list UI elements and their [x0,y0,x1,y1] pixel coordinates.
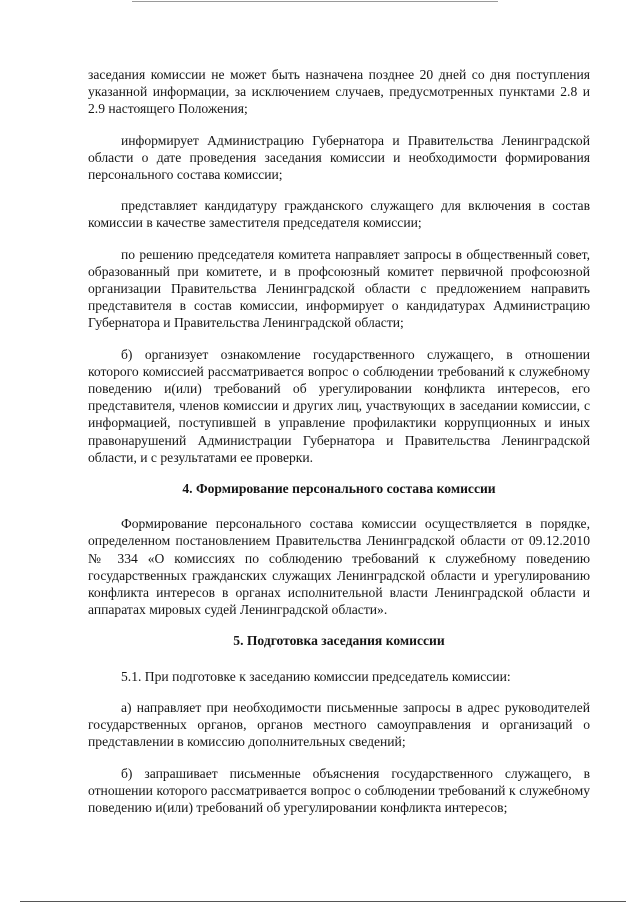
paragraph-5-1: 5.1. При подготовке к заседанию комиссии председатель комиссии: [121,668,511,684]
section-5-heading: 5. Подготовка заседания комиссии [233,633,445,649]
paragraph-meeting-date: заседания комиссии не может быть назначена позднее 20 дней со дня поступления указанной информации, за исключением случаев, предусмотренных пунктами 2.8 и 2.9 настоящего Положения; [88,67,590,117]
paragraph-b-familiarization: б) организует ознакомление государственного служащего, в отношении которого комиссией рассматривается вопрос о соблюдении требований к служебному поведению и(или) требований об урегулировании конфликта интересов, его представителя, членов комиссии и других лиц, участвующих в заседании комиссии, с информацией, поступившей в управление профилактики коррупционных и иных правонарушений Администрации Губернатора и Правительства Ленинградской области, и с результатами ее проверки. [88,346,590,465]
paragraph-b-explanations: б) запрашивает письменные объяснения государственного служащего, в отношении которого рассматривается вопрос о соблюдении требований к служебному поведению и(или) требований об урегулировании конфликта интересов; [88,765,590,815]
top-rule [132,1,498,2]
document-page [88,66,590,830]
paragraph-a-requests: а) направляет при необходимости письменные запросы в адрес руководителей государственных органов, органов местного самоуправления и организаций о представлении в комиссию дополнительных сведений; [88,699,590,750]
paragraph-composition: Формирование персонального состава комиссии осуществляется в порядке, определенном постановлением Правительства Ленинградской области от 09.12.2010 № 334 «О комиссиях по соблюдению требований к служебному поведению государственных гражданских служащих Ленинградской области и урегулированию конфликта интересов в органах исполнительной власти Ленинградской области и аппаратах мировых судей Ленинградской области». [88,516,590,618]
paragraph-informs-administration: информирует Администрацию Губернатора и Правительства Ленинградской области о дате проведения заседания комиссии и необходимости формирования персонального состава комиссии; [88,132,590,183]
bottom-rule [20,901,626,902]
paragraph-requests: по решению председателя комитета направляет запросы в общественный совет, образованный при комитете, и в профсоюзный комитет первичной профсоюзной организации Правительства Ленинградской области с предложением направить представителя в состав комиссии, информирует о кандидатурах Администрацию Губернатора и Правительства Ленинградской области; [88,246,590,331]
paragraph-deputy-chair: представляет кандидатуру гражданского служащего для включения в состав комиссии в качестве заместителя председателя комиссии; [88,198,590,231]
section-4-heading: 4. Формирование персонального состава комиссии [182,481,496,497]
